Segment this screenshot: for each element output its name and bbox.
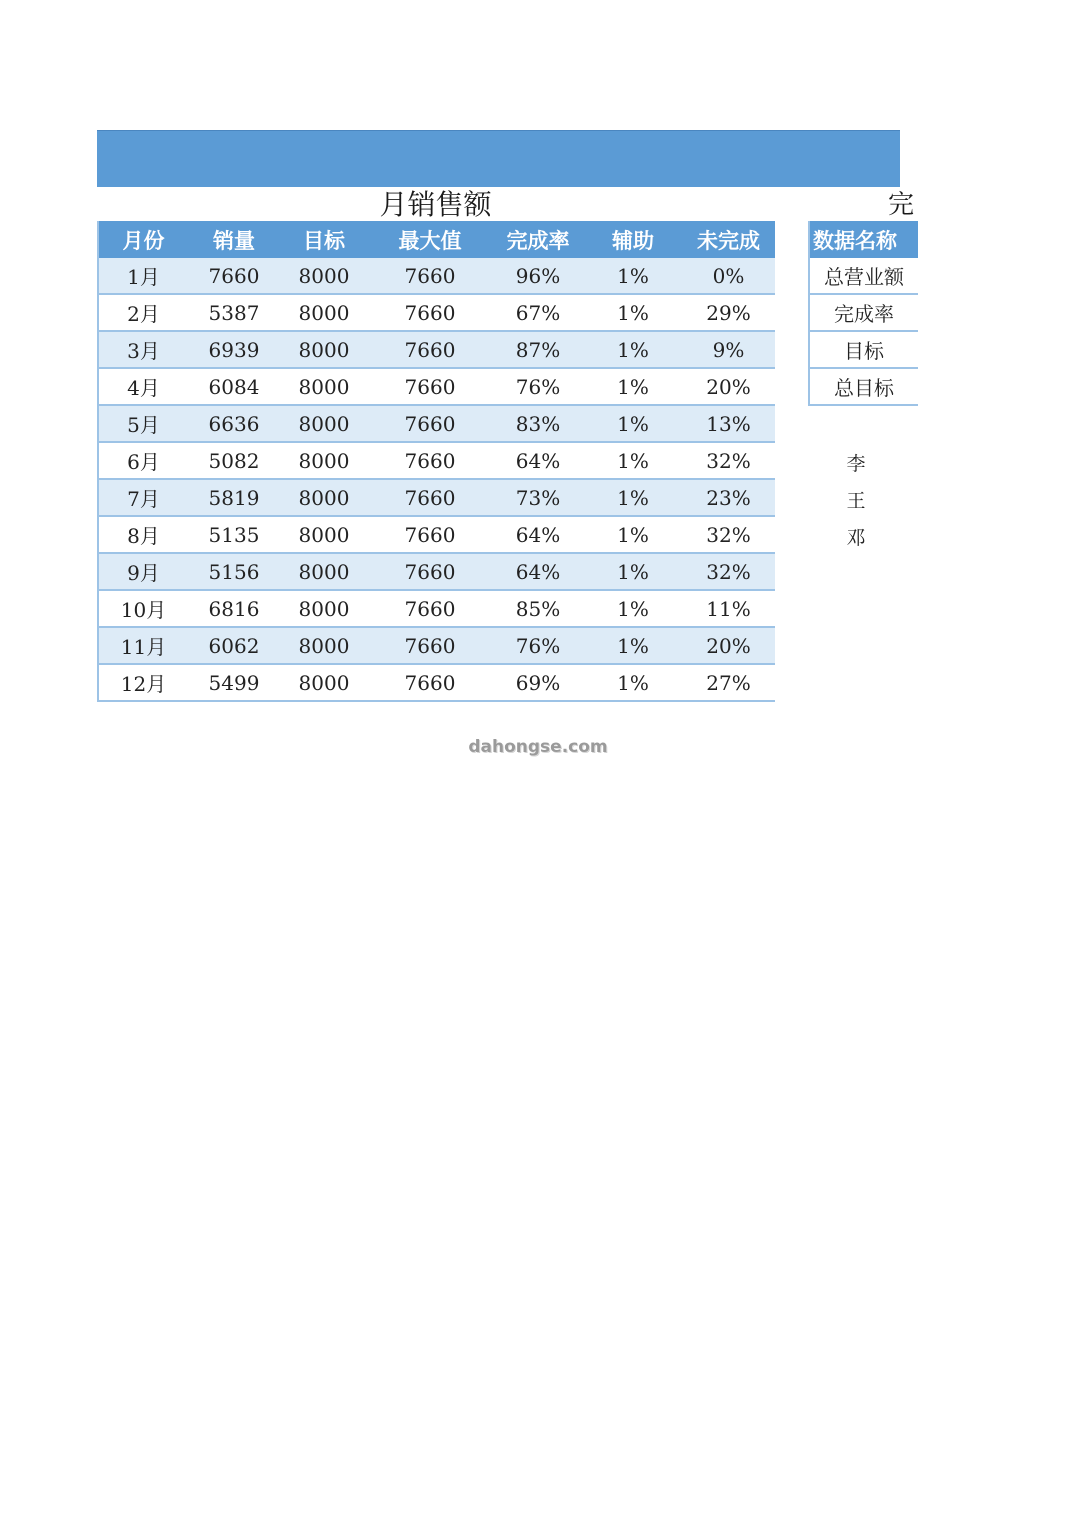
table-row	[98, 479, 775, 516]
table-cell: 6062	[188, 627, 280, 664]
table-cell: 1%	[584, 294, 682, 331]
table-row	[98, 553, 775, 590]
table-cell: 9%	[682, 331, 775, 368]
table-cell: 73%	[492, 479, 584, 516]
table-cell: 6816	[188, 590, 280, 627]
column-header: 完成率	[492, 221, 584, 258]
table-cell: 6636	[188, 405, 280, 442]
table-cell: 7660	[368, 294, 492, 331]
table-cell: 8000	[280, 294, 368, 331]
table-row	[98, 405, 775, 442]
summary-label: 目标	[809, 331, 918, 368]
table-cell: 7660	[368, 627, 492, 664]
table-row	[98, 590, 775, 627]
table-cell: 12月	[98, 664, 188, 701]
table-cell: 7660	[368, 258, 492, 294]
column-header: 销量	[188, 221, 280, 258]
table-cell: 64%	[492, 442, 584, 479]
table-cell: 6084	[188, 368, 280, 405]
sales-table	[97, 221, 775, 702]
column-header: 未完成	[682, 221, 775, 258]
watermark: dahongse.com	[468, 737, 608, 757]
table-cell: 13%	[682, 405, 775, 442]
table-cell: 8000	[280, 405, 368, 442]
table-cell: 5135	[188, 516, 280, 553]
table-cell: 7月	[98, 479, 188, 516]
name-item: 邓	[846, 527, 866, 549]
table-row	[98, 258, 775, 294]
table-row	[98, 664, 775, 701]
table-cell: 8000	[280, 590, 368, 627]
table-cell: 1%	[584, 479, 682, 516]
table-cell: 8000	[280, 368, 368, 405]
table-cell: 1%	[584, 405, 682, 442]
table-cell: 3月	[98, 331, 188, 368]
table-cell: 5499	[188, 664, 280, 701]
table-cell: 27%	[682, 664, 775, 701]
table-cell: 4月	[98, 368, 188, 405]
table-cell: 1%	[584, 516, 682, 553]
table-row	[98, 627, 775, 664]
table-cell: 7660	[368, 442, 492, 479]
table-cell: 8月	[98, 516, 188, 553]
table-cell: 7660	[188, 258, 280, 294]
summary-table	[808, 221, 918, 406]
column-header: 最大值	[368, 221, 492, 258]
table-cell: 11月	[98, 627, 188, 664]
table-body	[98, 258, 775, 701]
table-cell: 1%	[584, 258, 682, 294]
table-cell: 87%	[492, 331, 584, 368]
summary-row	[809, 368, 918, 405]
table-cell: 7660	[368, 590, 492, 627]
table-cell: 7660	[368, 553, 492, 590]
table-cell: 1月	[98, 258, 188, 294]
summary-row	[809, 331, 918, 368]
table-cell: 76%	[492, 627, 584, 664]
table-cell: 1%	[584, 442, 682, 479]
table-cell: 23%	[682, 479, 775, 516]
summary-row	[809, 294, 918, 331]
column-header: 目标	[280, 221, 368, 258]
table-cell: 8000	[280, 516, 368, 553]
table-cell: 1%	[584, 553, 682, 590]
table-cell: 7660	[368, 405, 492, 442]
table-row	[98, 331, 775, 368]
name-item: 李	[846, 453, 866, 475]
table-cell: 8000	[280, 442, 368, 479]
table-cell: 7660	[368, 368, 492, 405]
table-cell: 64%	[492, 553, 584, 590]
table-cell: 32%	[682, 553, 775, 590]
summary-label: 完成率	[809, 294, 918, 331]
table-cell: 20%	[682, 368, 775, 405]
table-cell: 64%	[492, 516, 584, 553]
table-cell: 76%	[492, 368, 584, 405]
column-header: 辅助	[584, 221, 682, 258]
side-title: 完	[888, 190, 915, 220]
table-cell: 10月	[98, 590, 188, 627]
table-cell: 11%	[682, 590, 775, 627]
table-cell: 29%	[682, 294, 775, 331]
table-cell: 32%	[682, 516, 775, 553]
table-cell: 5819	[188, 479, 280, 516]
name-list	[836, 446, 876, 557]
table-row	[98, 368, 775, 405]
summary-label: 总目标	[809, 368, 918, 405]
table-cell: 6月	[98, 442, 188, 479]
table-cell: 5082	[188, 442, 280, 479]
page-title: 月销售额	[379, 188, 492, 221]
table-cell: 1%	[584, 368, 682, 405]
table-cell: 8000	[280, 479, 368, 516]
table-cell: 7660	[368, 331, 492, 368]
table-cell: 20%	[682, 627, 775, 664]
summary-label: 总营业额	[809, 258, 918, 294]
table-cell: 7660	[368, 664, 492, 701]
table-cell: 8000	[280, 258, 368, 294]
table-cell: 8000	[280, 553, 368, 590]
table-cell: 2月	[98, 294, 188, 331]
table-header-row	[98, 221, 775, 258]
table-cell: 0%	[682, 258, 775, 294]
name-item: 王	[846, 490, 866, 512]
table-cell: 7660	[368, 479, 492, 516]
table-cell: 1%	[584, 331, 682, 368]
table-cell: 96%	[492, 258, 584, 294]
table-cell: 6939	[188, 331, 280, 368]
table-cell: 67%	[492, 294, 584, 331]
table-row	[98, 442, 775, 479]
table-cell: 69%	[492, 664, 584, 701]
table-cell: 5月	[98, 405, 188, 442]
summary-row	[809, 258, 918, 294]
table-cell: 83%	[492, 405, 584, 442]
table-cell: 8000	[280, 664, 368, 701]
table-cell: 1%	[584, 664, 682, 701]
column-header: 月份	[98, 221, 188, 258]
summary-header: 数据名称	[809, 221, 918, 258]
table-row	[98, 294, 775, 331]
table-cell: 7660	[368, 516, 492, 553]
table-cell: 1%	[584, 590, 682, 627]
table-cell: 1%	[584, 627, 682, 664]
table-cell: 5156	[188, 553, 280, 590]
table-cell: 32%	[682, 442, 775, 479]
summary-panel	[808, 221, 904, 406]
table-row	[98, 516, 775, 553]
header-banner	[97, 130, 900, 187]
table-cell: 8000	[280, 627, 368, 664]
table-cell: 8000	[280, 331, 368, 368]
table-cell: 5387	[188, 294, 280, 331]
table-cell: 9月	[98, 553, 188, 590]
table-cell: 85%	[492, 590, 584, 627]
